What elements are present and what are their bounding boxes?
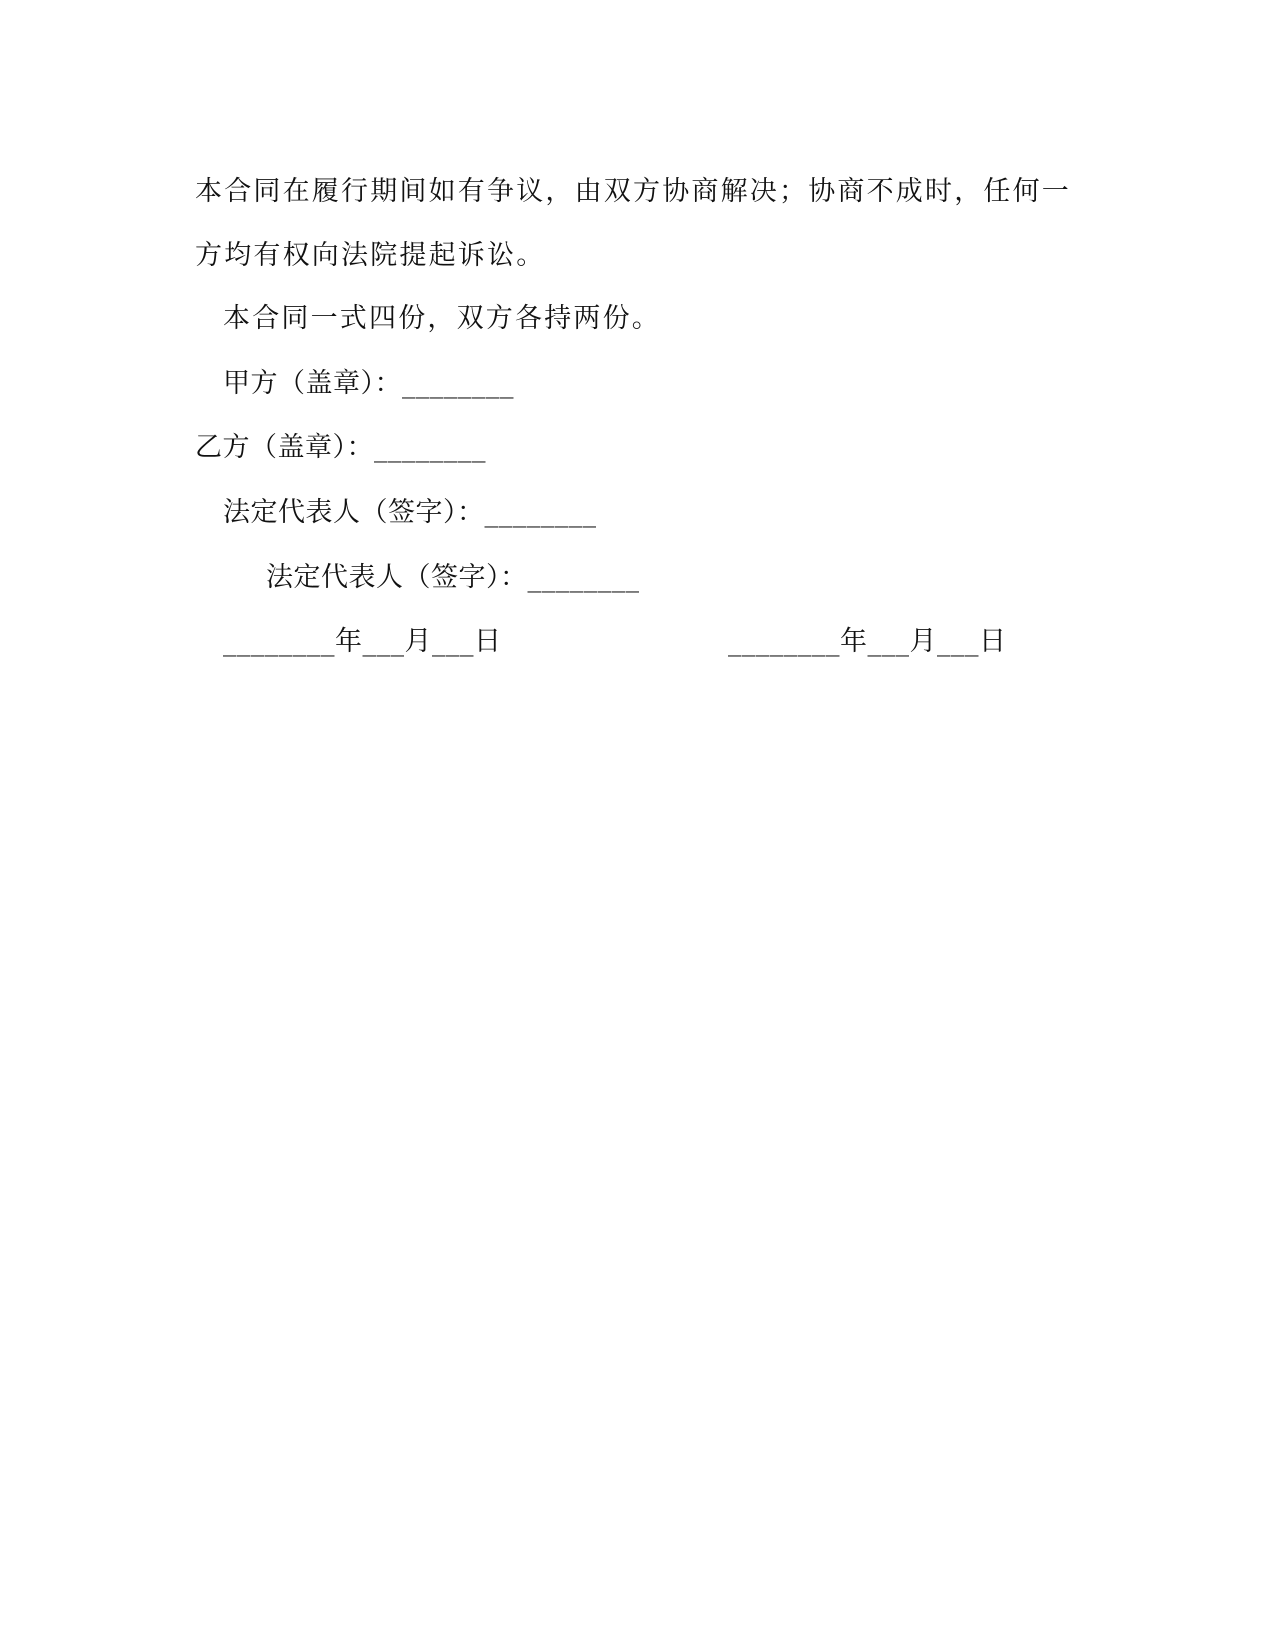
party-a-seal-field: 甲方（盖章）：________	[223, 368, 514, 399]
party-b-date-field: ________年___月___日	[728, 626, 1007, 657]
party-a-date-field: ________年___月___日	[223, 626, 502, 657]
party-a-representative-signature-field: 法定代表人（签字）：________	[223, 497, 597, 528]
copies-clause: 本合同一式四份，双方各持两份。	[223, 303, 661, 334]
dispute-clause-line-1: 本合同在履行期间如有争议，由双方协商解决；协商不成时，任何一	[195, 176, 1071, 207]
dispute-clause-line-2: 方均有权向法院提起诉讼。	[195, 240, 546, 271]
party-b-representative-signature-field: 法定代表人（签字）：________	[266, 562, 640, 593]
party-b-seal-field: 乙方（盖章）：________	[195, 432, 486, 463]
